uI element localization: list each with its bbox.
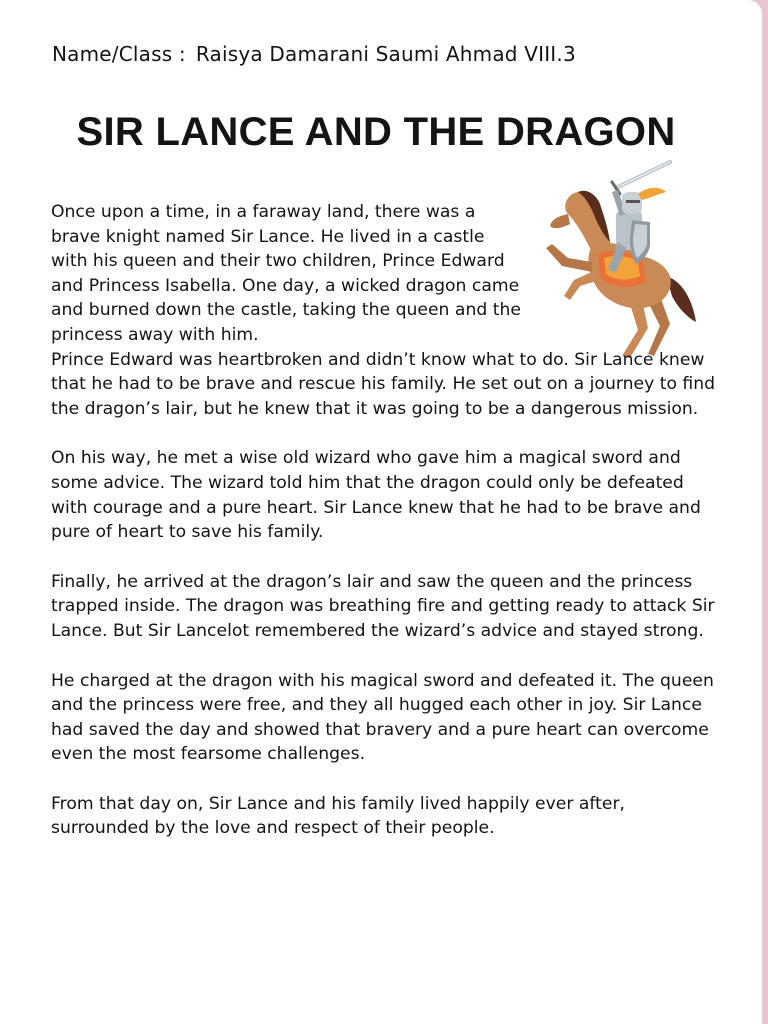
story-paragraph-3: On his way, he met a wise old wizard who gave him a magical sword and some advice. The wizard told him that the dragon could only be defeated with courage and a pure heart. Sir Lance knew that he had to be brave and pure of heart to save his family. — [51, 448, 701, 543]
story-paragraph-5: He charged at the dragon with his magical sword and defeated it. The queen and the princess were free, and they all hugged each other in joy. Sir Lance had saved the day and showed that bravery and a pure heart can overcome even the most fearsome challenges. — [51, 670, 714, 765]
name-class-label: Name/Class : — [52, 42, 186, 66]
story-paragraph-2: Prince Edward was heartbroken and didn’t know what to do. Sir Lance knew that he had to be brave and rescue his family. He set out on a journey to find the dragon’s lair, but he knew that it was going to be a dangerous mission. — [51, 349, 716, 419]
story-paragraph-6: From that day on, Sir Lance and his family lived happily ever after, surrounded by the love and respect of their people. — [51, 793, 626, 839]
story-body — [51, 200, 716, 841]
story-title: SIR LANCE AND THE DRAGON — [76, 110, 676, 154]
student-name: Raisya Damarani Saumi Ahmad VIII.3 — [195, 42, 576, 66]
story-paragraph-4: Finally, he arrived at the dragon’s lair and saw the queen and the princess trapped inside. The dragon was breathing fire and getting ready to attack Sir Lance. But Sir Lancelot remembered the wizard’s advice and stayed strong. — [51, 571, 715, 641]
name-class-line — [52, 42, 576, 66]
story-paragraph-1: Once upon a time, in a faraway land, there was a brave knight named Sir Lance. He lived in a castle with his queen and their two children, Prince Edward and Princess Isabella. One day, a wicked dragon came and burned down the castle, taking the queen and the princess away with him. — [51, 202, 521, 345]
